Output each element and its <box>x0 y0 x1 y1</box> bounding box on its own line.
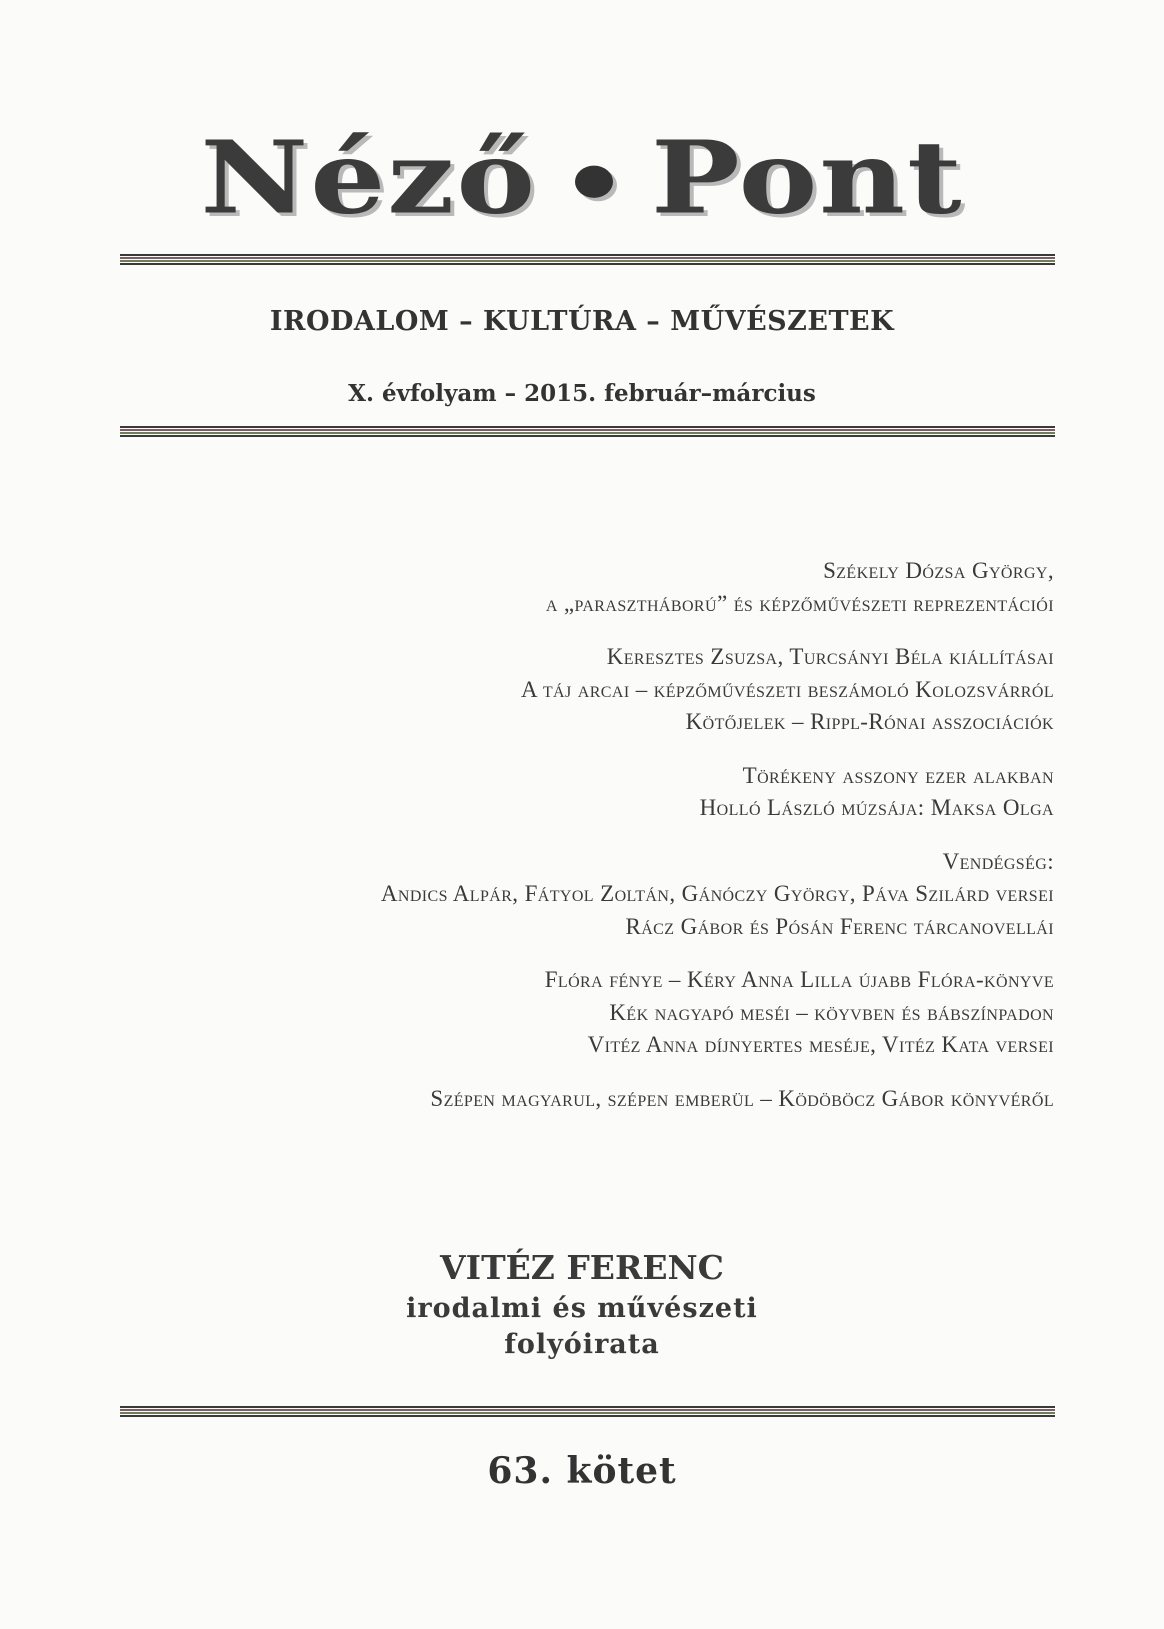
toc-line: Kötőjelek – Rippl-Rónai asszociációk <box>685 709 1054 734</box>
toc-line: A táj arcai – képzőművészeti beszámoló Kolozsvárról <box>520 676 1054 702</box>
toc-group <box>114 760 1054 825</box>
toc-line: Kék nagyapó meséi – köyvben és bábszínpadon <box>609 999 1054 1025</box>
toc-line: Flóra fénye – Kéry Anna Lilla újabb Flóra-könyve <box>544 967 1054 992</box>
volume-number: 63. kötet <box>487 1450 677 1492</box>
toc-group <box>114 846 1054 944</box>
toc-line: Rácz Gábor és Pósán Ferenc tárcanovellái <box>625 913 1054 939</box>
bullet-dot-icon <box>575 165 613 197</box>
toc-group <box>114 964 1054 1062</box>
divider-top <box>120 254 1055 266</box>
publisher-desc-1: irodalmi és művészeti <box>406 1293 758 1324</box>
toc-group <box>114 641 1054 739</box>
issue-info: X. évfolyam – 2015. február–március <box>348 380 816 407</box>
subtitle: IRODALOM – KULTÚRA – MŰVÉSZETEK <box>269 306 895 337</box>
masthead-word-2: Pont <box>651 118 964 237</box>
toc-line: Székely Dózsa György, <box>823 558 1054 583</box>
toc-line: a „parasztháború” és képzőművészeti reprezentációi <box>545 590 1054 616</box>
masthead-word-1: Néző <box>200 118 538 237</box>
table-of-contents <box>114 555 1054 1136</box>
toc-line: Vitéz Anna díjnyertes meséje, Vitéz Kata versei <box>587 1032 1054 1057</box>
toc-group <box>114 1083 1054 1116</box>
divider-middle <box>120 426 1055 438</box>
toc-line: Andics Alpár, Fátyol Zoltán, Gánóczy György, Páva Szilárd versei <box>380 881 1054 906</box>
publisher-desc-2: folyóirata <box>504 1329 660 1360</box>
toc-line: Keresztes Zsuzsa, Turcsányi Béla kiállításai <box>606 644 1054 669</box>
toc-line: Szépen magyarul, szépen emberül – Ködöböcz Gábor könyvéről <box>430 1085 1054 1111</box>
publisher-block <box>0 1245 1164 1363</box>
toc-line: Törékeny asszony ezer alakban <box>742 762 1054 788</box>
toc-group <box>114 555 1054 620</box>
divider-bottom <box>120 1406 1055 1418</box>
toc-line: Vendégség: <box>942 848 1054 874</box>
publisher-name: VITÉZ FERENC <box>440 1248 724 1287</box>
masthead-title <box>0 118 1164 237</box>
toc-line: Holló László múzsája: Maksa Olga <box>699 795 1054 820</box>
